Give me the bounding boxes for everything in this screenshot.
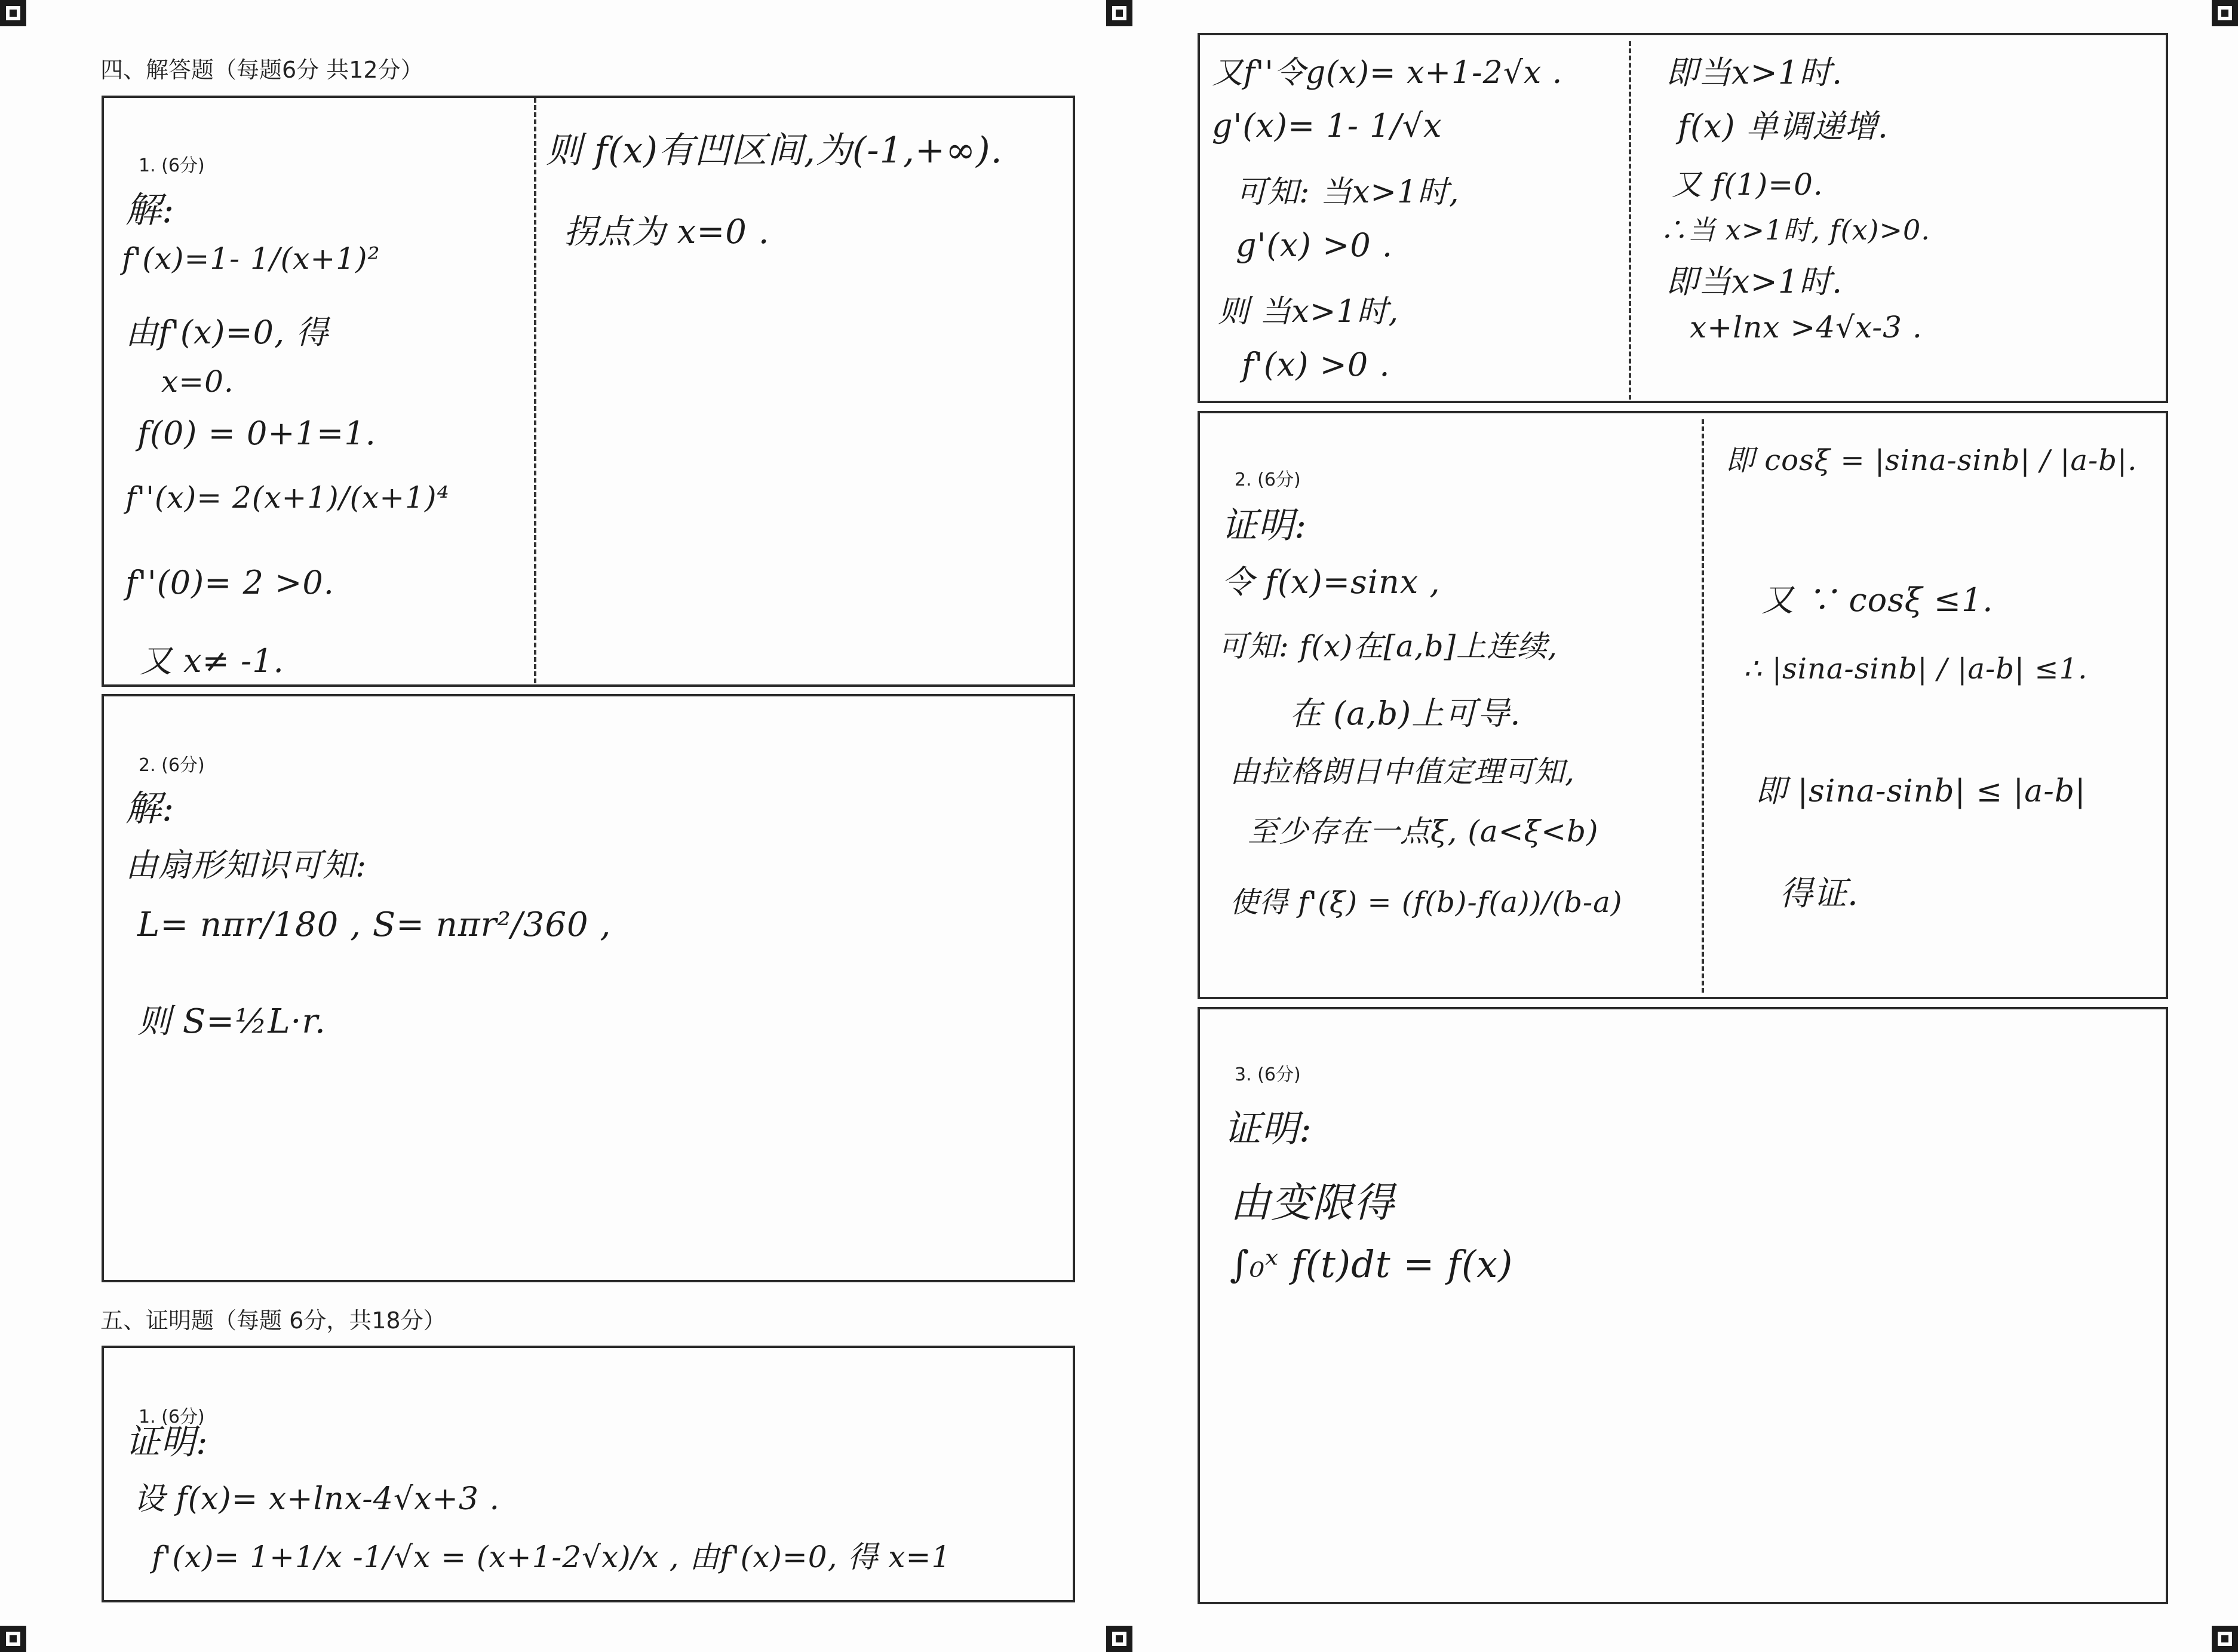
handwriting-line: 又 f(1)=0. xyxy=(1672,167,1823,202)
handwriting-line: f'(x)= 1+1/x -1/√x = (x+1-2√x)/x , 由f'(x)=0, 得 x=1 xyxy=(152,1540,951,1574)
handwriting-line: 解: xyxy=(125,788,175,830)
handwriting-line: 可知: 当x>1时, xyxy=(1236,174,1460,210)
section-title-proof: 五、证明题（每题 6分，共18分） xyxy=(100,1307,446,1334)
handwriting-line: x+lnx >4√x-3 . xyxy=(1690,310,1923,345)
column-divider xyxy=(1629,41,1631,400)
column-divider xyxy=(534,98,536,683)
column-divider xyxy=(1702,419,1704,993)
handwriting-line: 由扇形知识可知: xyxy=(125,846,367,884)
handwriting-line: 由f'(x)=0, 得 xyxy=(125,314,329,351)
question-label: 1. (6分) xyxy=(139,155,205,176)
handwriting-line: f''(x)= 2(x+1)/(x+1)⁴ xyxy=(125,480,450,515)
handwriting-line: 即当x>1时. xyxy=(1666,263,1843,300)
section-title-answer: 四、解答题（每题6分 共12分） xyxy=(100,57,423,83)
question-label: 2. (6分) xyxy=(139,755,205,776)
handwriting-line: 又 ∵ cosξ ≤1. xyxy=(1761,581,1994,619)
handwriting-line: 由拉格朗日中值定理可知, xyxy=(1230,754,1575,789)
handwriting-line: f'(x)=1- 1/(x+1)² xyxy=(122,241,380,276)
handwriting-line: 在 (a,b)上可导. xyxy=(1290,695,1521,732)
answer-q1-box xyxy=(102,96,1075,687)
handwriting-line: ∫₀ˣ f(t)dt = f(x) xyxy=(1230,1242,1514,1286)
handwriting-line: 得证. xyxy=(1779,874,1859,913)
proof-q2-box xyxy=(1198,411,2168,999)
handwriting-line: f'(x) >0 . xyxy=(1242,346,1390,383)
corner-marker-bottom-right xyxy=(2212,1626,2238,1652)
answer-q2-box xyxy=(102,694,1075,1282)
handwriting-line: ∴ |sina-sinb| / |a-b| ≤1. xyxy=(1743,652,2088,686)
handwriting-line: f(x) 单调递增. xyxy=(1678,108,1889,145)
corner-marker-bottom-left xyxy=(0,1626,26,1652)
question-label: 1. (6分) xyxy=(139,1407,205,1427)
proof-q1-box xyxy=(102,1346,1075,1602)
handwriting-line: 证明: xyxy=(1221,505,1307,546)
handwriting-line: f(0) = 0+1=1. xyxy=(137,414,376,452)
handwriting-line: 则 f(x)有凹区间,为(-1,+∞). xyxy=(546,130,1003,171)
handwriting-line: 由变限得 xyxy=(1230,1180,1395,1227)
handwriting-line: f''(0)= 2 >0. xyxy=(125,564,334,601)
corner-marker-top-left xyxy=(0,0,26,26)
proof-q3-box xyxy=(1198,1007,2168,1604)
handwriting-line: 则 当x>1时, xyxy=(1218,294,1399,330)
handwriting-line: 拐点为 x=0 . xyxy=(564,213,770,251)
handwriting-line: 即 cosξ = |sina-sinb| / |a-b|. xyxy=(1726,444,2138,477)
handwriting-line: 又 x≠ -1. xyxy=(140,642,284,680)
handwriting-line: 令 f(x)=sinx , xyxy=(1221,563,1441,601)
handwriting-line: g'(x)= 1- 1/√x xyxy=(1212,107,1442,145)
question-label: 3. (6分) xyxy=(1235,1064,1301,1085)
corner-marker-top-middle xyxy=(1106,0,1132,26)
handwriting-line: 证明: xyxy=(125,1421,208,1462)
handwriting-line: 解: xyxy=(125,189,175,231)
handwriting-line: L= nπr/180 , S= nπr²/360 , xyxy=(137,905,612,944)
handwriting-line: 可知: f(x)在[a,b]上连续, xyxy=(1218,629,1558,664)
handwriting-line: 即 |sina-sinb| ≤ |a-b| xyxy=(1755,773,2086,809)
handwriting-line: 又f''令g(x)= x+1-2√x . xyxy=(1212,55,1563,91)
handwriting-line: x=0. xyxy=(161,364,234,399)
corner-marker-bottom-middle xyxy=(1106,1626,1132,1652)
handwriting-line: 至少存在一点ξ, (a<ξ<b) xyxy=(1248,814,1599,849)
handwriting-line: ∴当 x>1时, f(x)>0. xyxy=(1660,214,1930,246)
handwriting-line: 使得 f'(ξ) = (f(b)-f(a))/(b-a) xyxy=(1230,886,1623,919)
handwriting-line: g'(x) >0 . xyxy=(1236,226,1393,264)
handwriting-line: 证明: xyxy=(1224,1107,1312,1150)
proof-q1-continuation-box xyxy=(1198,33,2168,403)
question-label: 2. (6分) xyxy=(1235,469,1301,490)
corner-marker-top-right xyxy=(2212,0,2238,26)
handwriting-line: 即当x>1时. xyxy=(1666,54,1843,91)
handwriting-line: 设 f(x)= x+lnx-4√x+3 . xyxy=(134,1481,501,1517)
handwriting-line: 则 S=½L·r. xyxy=(137,1002,326,1041)
